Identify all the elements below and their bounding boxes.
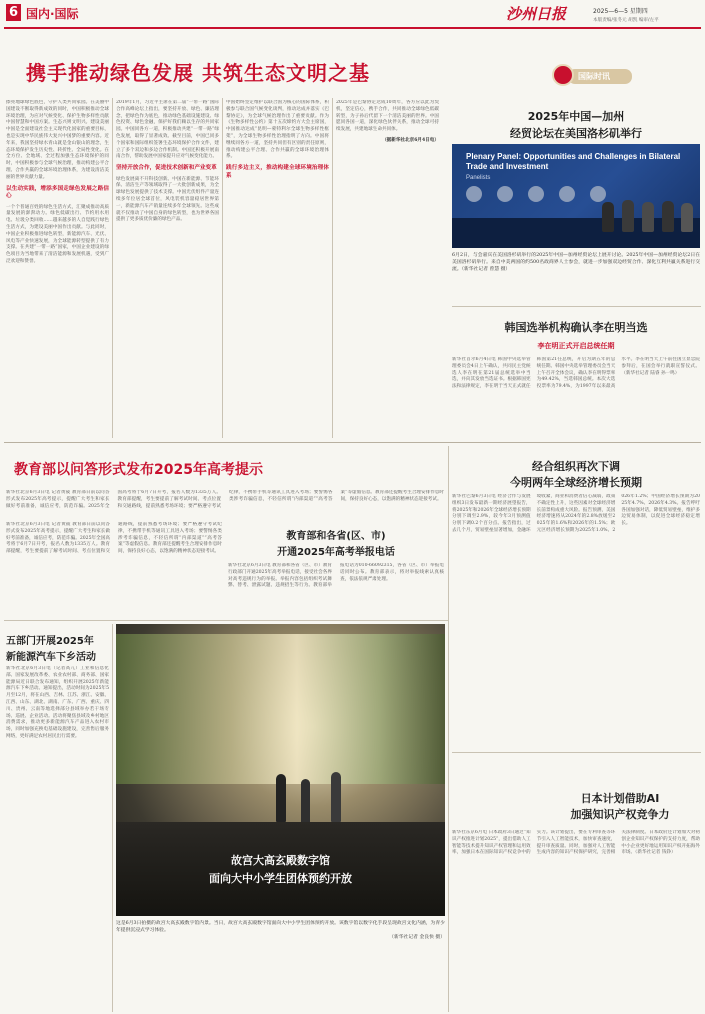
- lead-column-4: 2025年是巴黎协定达成10周年，各方应以此为契机，坚定信心，携手合作，共同推动全球绿色低碳转型，为子孙后代留下一个清洁美丽的世界。中国愿同各国一道，深化绿色伙伴关系，推动全球可持续发展，共建地球生命共同体。 （据新华社北京6月4日电）: [336, 100, 439, 143]
- ai-headline-2: 加强知识产权竞争力: [570, 808, 670, 821]
- museum-caption: 这是6月3日拍摄的故宫大高玄殿数字馆内景。当日，故宫大高玄殿数字馆面向大中小学生团体预约开放。该数字馆以数字化手段呈现故宫文化内涵，为青少年提供沉浸式学习体验。 （新华社记者 金良快 摄）: [116, 921, 445, 940]
- forum-headline-1: 2025年中国—加州: [527, 110, 625, 123]
- lead-subhead-1: 以生动实践，增添多国走绿色发展之路信心: [6, 185, 109, 200]
- lead-column-3: 中国始终坚定维护以联合国为核心的国际体系，积极参与联合国气候变化谈判，推动达成并落实《巴黎协定》，为全球气候治理作出了重要贡献。作为《生物多样性公约》第十五次缔约方大会主席国，中国推动达成“昆明—蒙特利尔全球生物多样性框架”，为全球生物多样性治理指明了方向。中国将继续同各方一道，坚持共同但有区别的责任原则，推动构建公平合理、合作共赢的全球环境治理体系。 践行多边主义，推动构建全球环境治理体系: [226, 100, 329, 179]
- gaokao-report-body: 新华社北京6月3日电 教育部和各省（区、市）教育行政部门开通2025年高考举报电话，接受社会各界对高考违规行为的举报。举报内容包括组织考试舞弊、替考、泄露试题、违规招生等行为。教育部举报电话为010-66092315，各省（区、市）举报电话同时公布。教育部表示，将对举报线索认真核查，依法依规严肃处理。: [228, 563, 444, 589]
- exhibition-screen: [116, 634, 445, 784]
- slide-title: Plenary Panel: Opportunities and Challenges in Bilateral Trade and Investment: [466, 152, 681, 171]
- panelist-photo: [590, 186, 606, 202]
- gaokao-body-lower: 新华社北京6月3日电 记者黄筱 教育部日前以问答形式发布2025年高考提示，提醒广大考生和家长做好考前准备，诚信应考，防范诈骗。2025年全国高考将于6月7日开考，报名人数为1335万人。教育部提醒，考生要提前了解考试时间、考点位置和交通路线，提前熟悉考场环境；要严格遵守考试纪律，不携带手机等通讯工具进入考场；要警惕各类涉考诈骗信息，不轻信所谓“内部渠道”“高考答案”等虚假信息。教育部还提醒考生合理安排作息时间，保持良好心态，以饱满的精神状态迎接考试。: [6, 522, 222, 555]
- panelist-figure: [662, 201, 674, 232]
- forum-headline-2: 经贸论坛在美国洛杉矶举行: [510, 127, 642, 140]
- visitor-figure: [301, 779, 310, 823]
- floor: [116, 822, 445, 916]
- lead-closing: （据新华社北京6月4日电）: [382, 137, 439, 143]
- economy-body: 新华社巴黎6月3日电 经济合作与发展组织3日发布最新一期经济展望报告，将2025年和2026年全球经济增长预期分别下调至2.9%，较今年3月预测值分别下调0.2个百分点。报告指出，过去几个月，贸易壁垒显著增加，金融环境收紧，商业和消费者信心减弱，政策不确定性上升，这些因素对全球经济增长前景构成重大风险。报告预测，美国经济增速将从2024年的2.8%放缓至2025年的1.6%和2026年的1.5%；欧元区经济增长预期为2025年1.0%、2026年1.2%；中国经济增长预期为2025年4.7%、2026年4.3%。报告呼吁各国加强对话，降低贸易壁垒，维护多边贸易体制，以促进全球经济稳定增长。: [452, 494, 700, 533]
- lead-subhead-3: 践行多边主义，推动构建全球环境治理体系: [226, 165, 329, 179]
- ai-headline-1: 日本计划借助AI: [580, 792, 660, 805]
- museum-photo-title-1: 故宫大高玄殿数字馆: [231, 854, 330, 867]
- forum-photo: [452, 144, 700, 248]
- korea-body: 新华社首尔6月4日电 韩国中央选举管理委员会4日上午确认，共同民主党候选人李在明在第21届总统选举中当选，并向其发放当选证书。根据韩国宪法和法律规定，李在明于当天正式就任韩国第21任总统，开启为期五年的总统任期。韩国中央选举管理委员会当天上午召开全体会议，确认李在明得票率为49.42%，当选韩国总统。本次大选投票率为79.4%，为1997年以来最高水平。李在明当天上午前往国立显忠院参拜后，在国会举行就职宣誓仪式。（新华社记者 陆睿 孙一鸣）: [452, 357, 700, 390]
- nev-body: 新华社北京6月3日电（记者高亢）工业和信息化部、国家发展改革委、农业农村部、商务部、国家能源局近日联合发布通知，组织开展2025年新能源汽车下乡活动。通知提出，活动时间为2025年5月至12月，将在山西、吉林、江苏、浙江、安徽、江西、山东、湖北、湖南、广东、广西、重庆、四川、贵州、云南等地选择部分县域举办若干场专场、巡展、企业活动。活动将聚焦县域及乡村地区消费需求，推动更多新能源汽车产品进入农村市场，同时加强充换电基础设施建设，完善售后服务网络，更好满足农村居民出行需要。: [6, 666, 109, 739]
- section-rule: [4, 620, 448, 621]
- date-line: 2025—6—5 星期四: [593, 8, 648, 15]
- globe-icon: [552, 64, 574, 86]
- panelist-photo: [466, 186, 482, 202]
- gaokao-headline: 教育部以问答形式发布2025年高考提示: [14, 462, 263, 478]
- col-rule: [448, 446, 449, 1012]
- visitor-figure: [276, 774, 286, 822]
- lead-column-2: 2019年1月，习近平主席在第二届“一带一路”国际合作高峰论坛上指出，要坚持开放、绿色、廉洁理念，把绿色作为底色，推动绿色基础设施建设、绿色投资、绿色金融，保护好我们赖以生存的共同家园。中国同各方一道，积极推动共建“一带一路”绿色发展，取得了显著成效。截至目前，中国已同多个国家和国际组织签署生态环境保护合作文件，建立了多个双边和多边合作机制。中国还积极开展南南合作，帮助发展中国家提升应对气候变化能力。 坚持开放合作，促进技术创新和产业变革 绿色发展离不开科技创新。中国在新能源、节能环保、清洁生产等领域取得了一大批创新成果，为全球绿色发展提供了技术支撑。中国光伏组件产量连续多年位居全球首位，风电装机容量稳居世界第一，新能源汽车产销量连续多年全球领先。这些成就不仅推动了中国自身的绿色转型，也为世界各国提供了更多质优价廉的绿色产品。: [116, 100, 219, 223]
- forum-caption: 6月2日，与会嘉宾在美国洛杉矶举行的2025年中国—加州经贸论坛上展开讨论。2025年中国—加州经贸论坛2日在美国洛杉矶举行。来自中美两国的约500名政商界人士参会，就进一步加强双边经贸合作、深化互利共赢关系进行交流。（新华社记者 曾慧 摄）: [452, 253, 700, 272]
- panelist-figure: [681, 203, 693, 232]
- panelist-photo: [528, 186, 544, 202]
- section-rule: [452, 752, 701, 753]
- korea-subhead: 李在明正式开启总统任期: [537, 342, 615, 350]
- gaokao-subheadline-2: 开通2025年高考举报电话: [277, 547, 395, 558]
- section-title: 国内·国际: [26, 7, 79, 21]
- economy-headline-2: 今明两年全球经济增长预期: [510, 476, 642, 489]
- panelist-photo: [497, 186, 513, 202]
- editor-line: 本版责编/张冬元 胡凯 编审/左平: [593, 18, 659, 23]
- lead-column-1: 擦亮地球绿色底色，守护人类共同家园。在美丽中国建设不断取得新成效的同时，中国积极推动全球环境治理，为应对气候变化、保护生物多样性贡献中国智慧和中国方案。生态兴则文明兴。建设美丽中国是全面建设社会主义现代化国家的重要目标，也是实现中华民族伟大复兴中国梦的重要内容。近年来，我国坚持绿水青山就是金山银山的理念，生态环境保护发生历史性、转折性、全局性变化。在全方位、全地域、全过程加强生态环境保护的同时，中国积极参与全球气候治理，推动构建公平合理、合作共赢的全球环境治理体系，为建设清洁美丽的世界贡献力量。 以生动实践，增添多国走绿色发展之路信心 一个个普通百姓的绿色生活方式，汇聚成推动高质量发展的澎湃动力。绿色低碳出行、节约用水用电、垃圾分类回收……越来越多的人自觉践行绿色生活方式，为建设美丽中国作出贡献。与此同时，中国企业积极推进绿色转型，新能源汽车、光伏、风电等产业快速发展，为全球能源转型提供了有力支撑。在共建“一带一路”国家，中国企业建设的绿色项目为当地带来了清洁能源和发展机遇，受到广泛欢迎和赞誉。: [6, 100, 109, 264]
- panelist-figure: [602, 202, 614, 232]
- nev-headline-2: 新能源汽车下乡活动: [6, 652, 96, 663]
- header-rule: [4, 27, 701, 29]
- museum-credit: （新华社记者 金良快 摄）: [389, 935, 445, 940]
- economy-headline-1: 经合组织再次下调: [532, 460, 620, 473]
- col-rule: [112, 98, 113, 438]
- panelist-figure: [642, 202, 654, 232]
- gaokao-body: 新华社北京6月3日电 记者黄筱 教育部日前以问答形式发布2025年高考提示，提醒广大考生和家长做好考前准备，诚信应考，防范诈骗。2025年全国高考将于6月7日开考，报名人数为1335万人。教育部提醒，考生要提前了解考试时间、考点位置和交通路线，提前熟悉考场环境；要严格遵守考试纪律，不携带手机等通讯工具进入考场；要警惕各类涉考诈骗信息，不轻信所谓“内部渠道”“高考答案”等虚假信息。教育部还提醒考生合理安排作息时间，保持良好心态，以饱满的精神状态迎接考试。: [6, 490, 444, 509]
- section-rule: [452, 306, 701, 307]
- section-rule: [4, 442, 701, 443]
- lead-subhead-2: 坚持开放合作，促进技术创新和产业变革: [116, 165, 217, 172]
- intl-badge-label: 国际时讯: [578, 72, 610, 81]
- museum-photo-title-2: 面向大中小学生团体预约开放: [209, 872, 352, 885]
- panelist-figure: [622, 200, 634, 232]
- ai-body: 新华社东京6月电 日本政府3日通过“知识产权推进计划2025”，提出借助人工智能等技术提升知识产权管理和运用效率，加强日本在国际知识产权竞争中的实力。该计划提出，要在专利审查等环节引入人工智能技术，加快审查速度，提升审查质量。同时，加强对人工智能生成内容的知识产权保护研究，完善相关法律制度。日本政府还计划加大对初创企业知识产权保护的支持力度，帮助中小企业更好地运用知识产权开拓海外市场。（新华社记者 钱铮）: [452, 830, 700, 856]
- lead-headline: 携手推动绿色发展 共筑生态文明之基: [26, 61, 370, 85]
- gaokao-subheadline-1: 教育部和各省(区、市): [286, 531, 386, 542]
- slide-subtitle: Panelists: [466, 175, 491, 181]
- korea-headline: 韩国选举机构确认李在明当选: [504, 321, 648, 334]
- page-number-badge: 6: [6, 4, 21, 21]
- col-rule: [222, 98, 223, 438]
- museum-photo: [116, 624, 445, 916]
- nev-headline-1: 五部门开展2025年: [6, 636, 94, 647]
- col-rule: [332, 98, 333, 438]
- panelist-photo: [559, 186, 575, 202]
- col-rule: [112, 624, 113, 1012]
- visitor-figure: [331, 772, 341, 822]
- masthead-logo: 沙州日报: [506, 5, 567, 23]
